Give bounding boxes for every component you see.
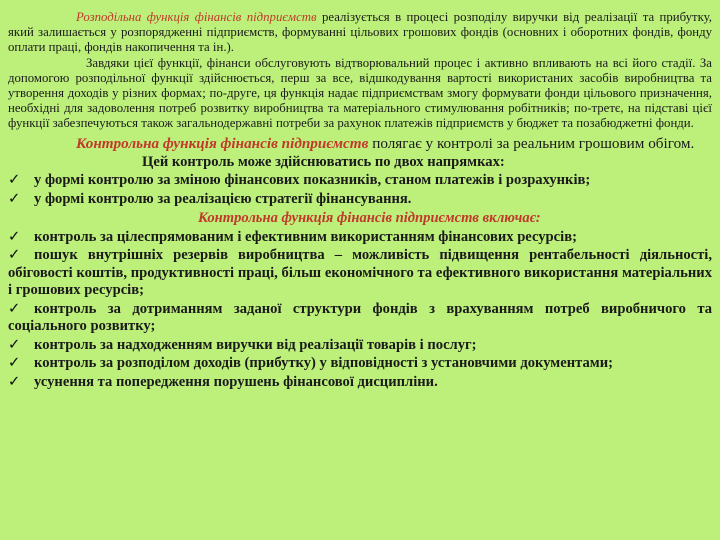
list-item: ✓ у формі контролю за зміною фінансових показників, станом платежів і розрахунків;: [8, 171, 591, 189]
control-function-term: Контрольна функція фінансів підприємств: [76, 134, 369, 152]
paragraph-distributive-details: Завдяки цієї функції, фінанси обслуговують відтворювальний процес і активно впливають на всі його стадії. За допомогою розподільної функції здійснюється, перш за все, відшкодування вартості використаних засобів виробництва та утворення доходів у різних формах; по-друге, ця функція надає підприємствам змогу формувати фонди цільового призначення, необхідні для задоволення потреб розвитку виробництва та матеріального стимулювання робітників; по-третє, на підставі цієї функції забезпечуються також загальнодержавні потреби за рахунок платежів підприємств у бюджет та позабюджетні фонди.: [8, 55, 712, 131]
paragraph-distributive: [8, 10, 712, 56]
list-item: ✓ контроль за розподілом доходів (прибутку) у відповідності з установчими документами;: [8, 354, 613, 372]
paragraph-control: [8, 135, 712, 152]
list-item: ✓ пошук внутрішніх резервів виробництва – можливість підвищення рентабельності діяльності, обіговості коштів, продуктивності праці, більш економічного та ефективного використання матеріальних і грошових ресурсів;: [8, 246, 712, 299]
checkmark-icon: ✓: [8, 246, 21, 264]
list-item: ✓ контроль за цілеспрямованим і ефективним використанням фінансових ресурсів;: [8, 227, 577, 245]
list-item: ✓ усунення та попередження порушень фінансової дисципліни.: [8, 372, 438, 390]
checkmark-icon: ✓: [8, 171, 21, 189]
control-function-text: полягає у контролі за реальним грошовим обігом.: [368, 134, 695, 152]
checkmark-icon: ✓: [8, 335, 21, 353]
distributive-function-term: Розподільна функція фінансів підприємств: [76, 10, 317, 24]
list-item: ✓ контроль за дотриманням заданої структури фондів з врахуванням потреб виробничого та соціального розвитку;: [8, 299, 712, 335]
checkmark-icon: ✓: [8, 227, 21, 245]
checkmark-icon: ✓: [8, 189, 21, 207]
distributive-function-text: реалізується в процесі розподілу виручки від реалізації та прибутку, який залишається у розпорядженні підприємств, формуванні цільових грошових фондів (основних і оборотних фондів, фонду оплати праці, фондів накопичення та ін.).: [8, 10, 713, 55]
control-directions-heading: Цей контроль може здійснюватись по двох напрямках:: [142, 153, 505, 170]
list-item: ✓ контроль за надходженням виручки від реалізації товарів і послуг;: [8, 335, 477, 353]
checkmark-icon: ✓: [8, 372, 21, 390]
checkmark-icon: ✓: [8, 354, 21, 372]
control-includes-heading: Контрольна функція фінансів підприємств включає:: [198, 210, 541, 227]
list-item: ✓ у формі контролю за реалізацією стратегії фінансування.: [8, 189, 412, 207]
checkmark-icon: ✓: [8, 299, 21, 317]
